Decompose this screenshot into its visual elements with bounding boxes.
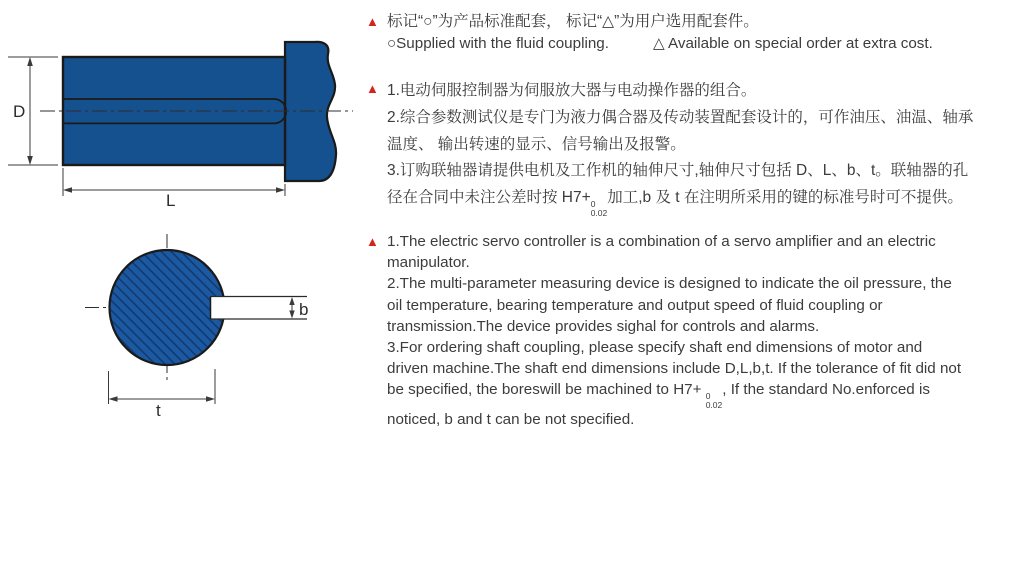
notes-en-block xyxy=(366,231,1020,431)
dimension-label-b: b xyxy=(299,300,309,319)
red-triangle-icon: ▲ xyxy=(366,81,379,96)
red-triangle-icon: ▲ xyxy=(366,14,379,29)
zh-note-line: 2.综合参数测试仪是专门为液力偶合器及传动装置配套设计的，可作油压、油温、轴承 xyxy=(387,108,974,126)
en-note-line: 1.The electric servo controller is a combination of a servo amplifier and an electric xyxy=(387,233,936,250)
red-triangle-icon: ▲ xyxy=(366,234,379,249)
zh-note-line: 温度、 输出转速的显示、信号输出及报警。 xyxy=(387,135,686,153)
legend-line-en xyxy=(387,33,1020,55)
en-note-line: transmission.The device provides sighal for controls and alarms. xyxy=(387,317,820,335)
tolerance-stack: 0 0.02 xyxy=(705,391,723,410)
zh-note-line: 3.订购联轴器请提供电机及工作机的轴伸尺寸,轴伸尺寸包括 D、L、b、t。联轴器的孔 xyxy=(387,162,969,180)
en-note-line: 3.For ordering shaft coupling, please specify shaft end dimensions of motor and xyxy=(387,339,923,357)
en-note-line: oil temperature, bearing temperature and output speed of fluid coupling or xyxy=(387,296,883,314)
zh-note-line: 1.电动伺服控制器为伺服放大器与电动操作器的组合。 xyxy=(387,82,757,99)
legend-optional-text: △ Available on special order at extra cost. xyxy=(652,35,933,52)
dimension-label-l: L xyxy=(166,191,176,210)
notes-zh-block xyxy=(366,78,1020,217)
legend-line-zh: 标记“○”为产品标准配套， 标记“△”为用户选用配套件。 xyxy=(387,13,759,30)
legend-supplied-text: ○Supplied with the fluid coupling. xyxy=(387,35,609,52)
en-note-line: driven machine.The shaft end dimensions include D,L,b,t. If the tolerance of fit did not xyxy=(387,360,962,378)
dimension-label-d: D xyxy=(13,102,26,121)
legend-block xyxy=(366,11,1020,55)
zh-note-line-tolerance: 径在合同中未注公差时按 H7+ 0 0.02 加工,b 及 t 在注明所采用的键的标准号时可不提供。 xyxy=(387,189,963,218)
en-note-line-tolerance: be specified, the boreswill be machined to H7+ 0 0.02 , If the standard No.enforced is xyxy=(387,381,930,410)
en-note-line: noticed, b and t can be not specified. xyxy=(387,411,635,429)
en-note-line: manipulator. xyxy=(387,254,470,272)
tolerance-stack: 0 0.02 xyxy=(590,199,608,218)
dimension-label-t: t xyxy=(156,401,161,420)
en-note-line: 2.The multi-parameter measuring device is designed to indicate the oil pressure, the xyxy=(387,275,952,293)
